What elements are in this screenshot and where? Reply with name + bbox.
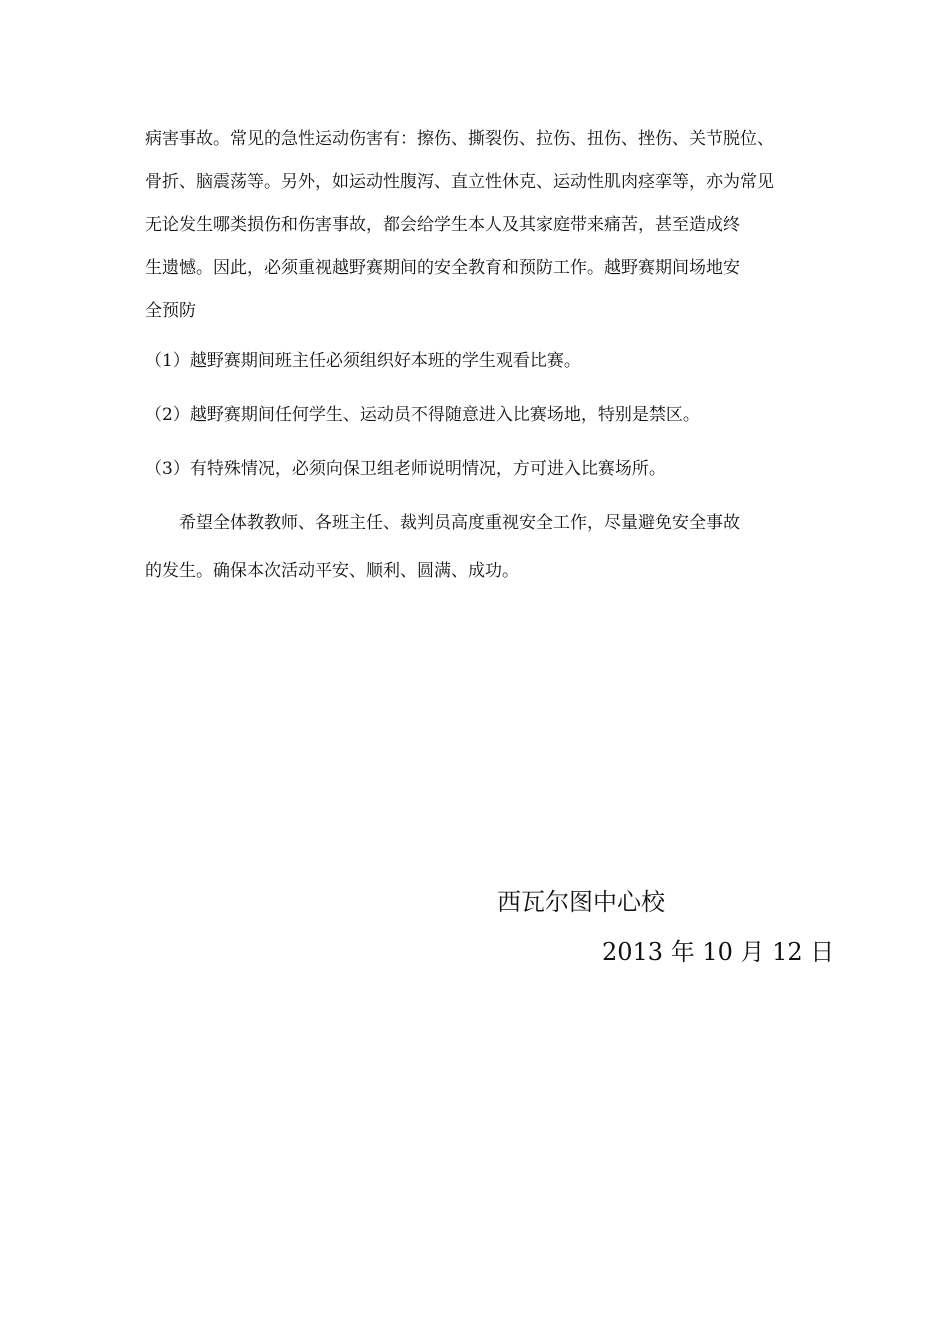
paragraph-line: 骨折、脑震荡等。另外，如运动性腹泻、直立性休克、运动性肌肉痉挛等，亦为常见 [145,172,774,192]
paragraph-line: 希望全体教教师、各班主任、裁判员高度重视安全工作，尽量避免安全事故 [145,513,740,533]
paragraph-intro [145,125,810,325]
paragraph-line: 全预防 [145,301,196,321]
list-item: （3）有特殊情况，必须向保卫组老师说明情况，方可进入比赛场所。 [145,459,666,479]
paragraph-line: 病害事故。常见的急性运动伤害有：擦伤、撕裂伤、拉伤、扭伤、挫伤、关节脱位、 [145,129,774,149]
signature-organization: 西瓦尔图中心校 [497,888,665,916]
list-item: （2）越野赛期间任何学生、运动员不得随意进入比赛场地，特别是禁区。 [145,405,700,425]
signature-date: 2013 年 10 月 12 日 [602,938,835,966]
paragraph-closing [145,509,810,585]
paragraph-line: 生遗憾。因此，必须重视越野赛期间的安全教育和预防工作。越野赛期间场地安 [145,258,740,278]
paragraph-line: 无论发生哪类损伤和伤害事故，都会给学生本人及其家庭带来痛苦，甚至造成终 [145,215,740,235]
list-item: （1）越野赛期间班主任必须组织好本班的学生观看比赛。 [145,351,581,371]
paragraph-line: 的发生。确保本次活动平安、顺利、圆满、成功。 [145,561,519,581]
